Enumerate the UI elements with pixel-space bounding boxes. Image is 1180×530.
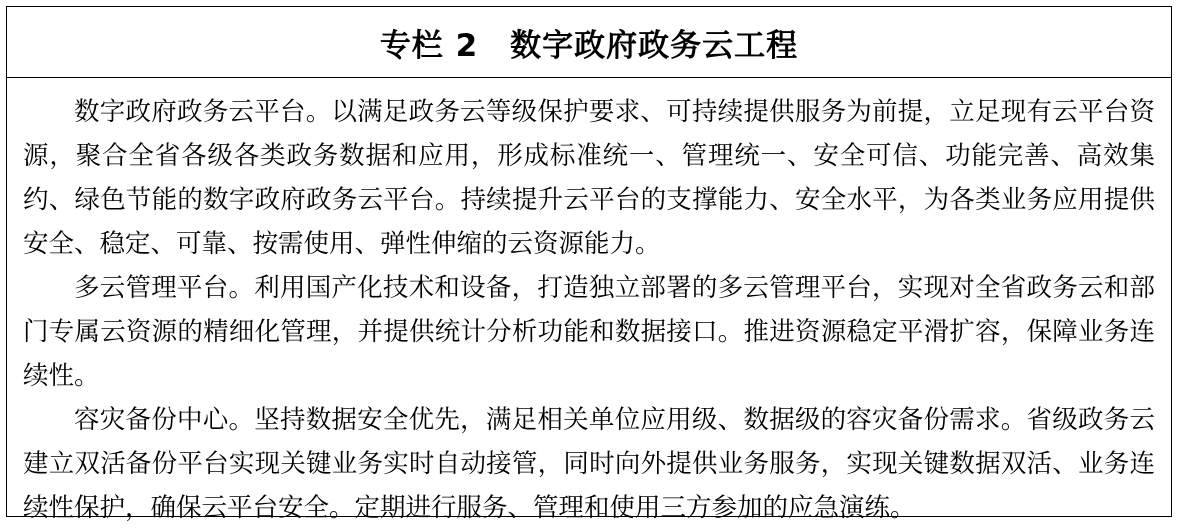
paragraph-3: 容灾备份中心。坚持数据安全优先，满足相关单位应用级、数据级的容灾备份需求。省级政务云建立双活备份平台实现关键业务实时自动接管，同时向外提供业务服务，实现关键数据双活、业务连续性保护，确保云平台安全。定期进行服务、管理和使用三方参加的应急演练。 — [23, 405, 1155, 523]
feature-box-header — [7, 7, 1171, 78]
page-title: 专栏 2 数字政府政务云工程 — [379, 27, 799, 64]
feature-box — [6, 6, 1172, 523]
feature-box-body — [7, 78, 1171, 530]
paragraph-1: 数字政府政务云平台。以满足政务云等级保护要求、可持续提供服务为前提，立足现有云平台资源，聚合全省各级各类政务数据和应用，形成标准统一、管理统一、安全可信、功能完善、高效集约、绿色节能的数字政府政务云平台。持续提升云平台的支撑能力、安全水平，为各类业务应用提供安全、稳定、可靠、按需使用、弹性伸缩的云资源能力。 — [23, 97, 1155, 259]
paragraph-2: 多云管理平台。利用国产化技术和设备，打造独立部署的多云管理平台，实现对全省政务云和部门专属云资源的精细化管理，并提供统计分析功能和数据接口。推进资源稳定平滑扩容，保障业务连续性。 — [23, 273, 1155, 391]
